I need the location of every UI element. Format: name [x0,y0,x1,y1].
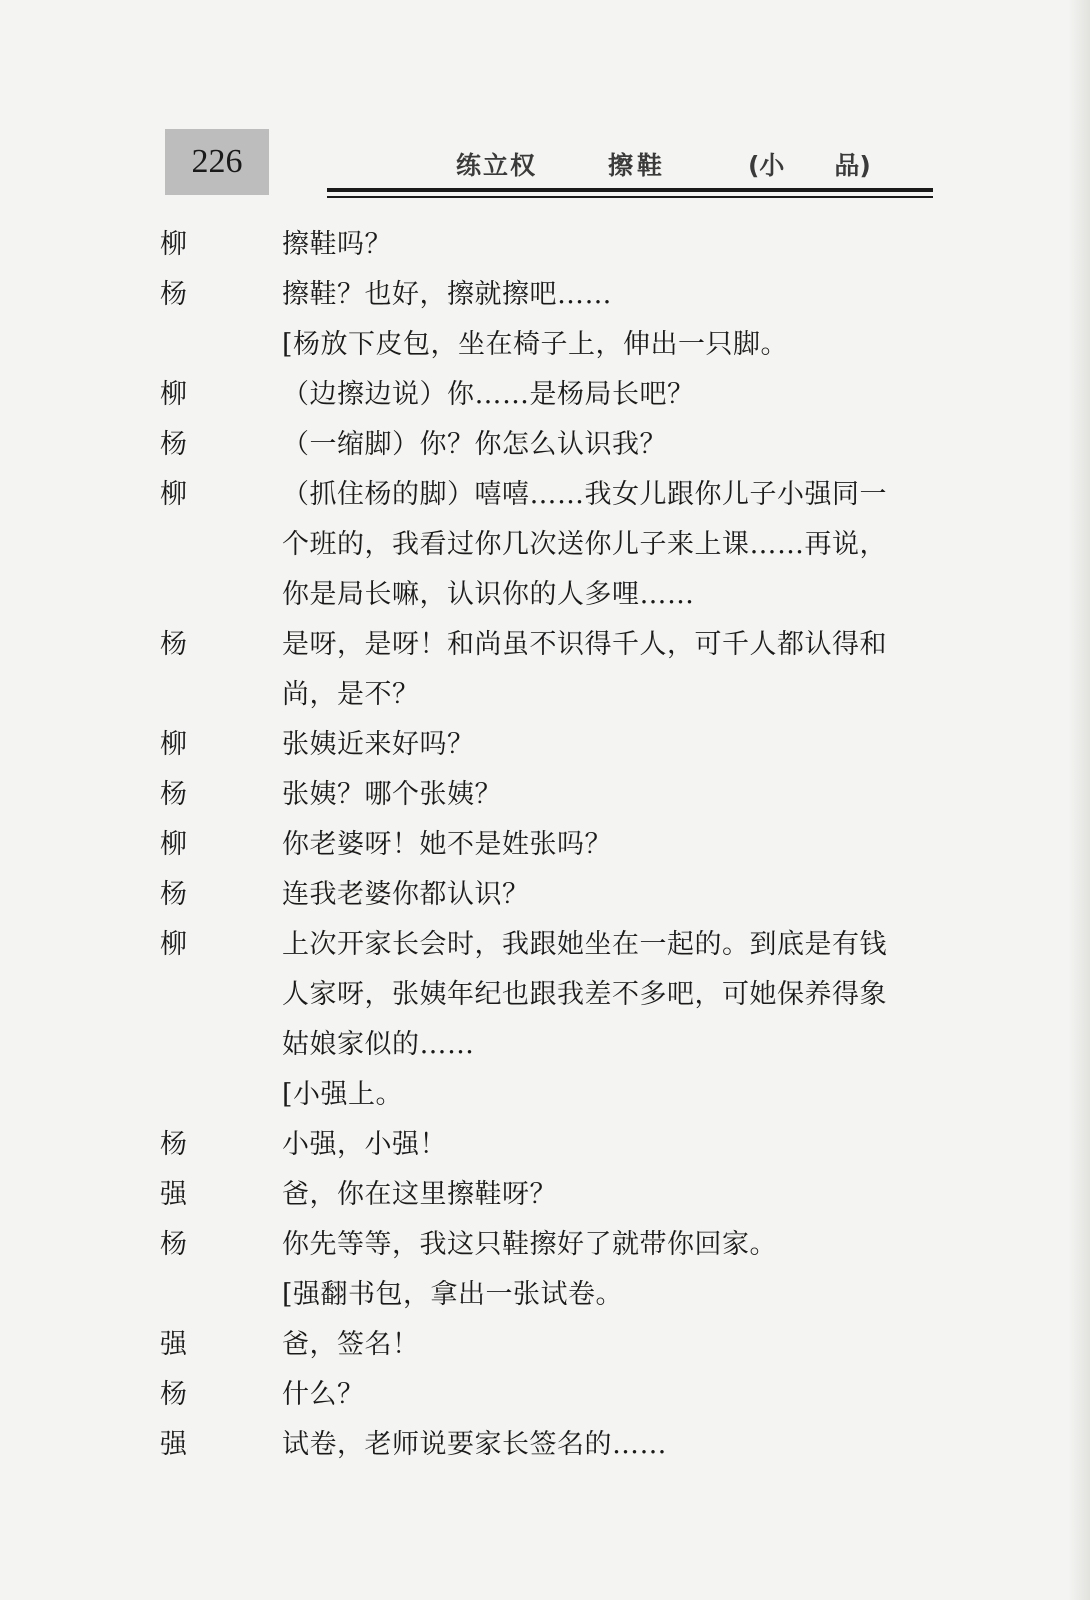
speaker-name: 强 [160,1429,187,1460]
dialogue-text: 什么？ [282,1379,365,1410]
dialogue-text: （一缩脚）你？你怎么认识我？ [282,429,667,460]
script-line [160,320,940,370]
dialogue-text: 连我老婆你都认识？ [282,879,530,910]
header-rule-thin [327,196,933,198]
speaker-name: 杨 [160,779,187,810]
speaker-name: 柳 [160,829,187,860]
page-number: 226 [165,129,269,195]
script-line [160,570,940,620]
page-edge-shadow [1068,0,1090,1600]
script-line [160,220,940,270]
dialogue-text: 上次开家长会时，我跟她坐在一起的。到底是有钱 [282,929,887,960]
dialogue-text: 是呀，是呀！和尚虽不识得千人，可千人都认得和 [282,629,887,660]
script-line [160,720,940,770]
script-line [160,870,940,920]
speaker-name: 柳 [160,379,187,410]
dialogue-text: 个班的，我看过你几次送你儿子来上课……再说， [282,529,887,560]
speaker-name: 柳 [160,229,187,260]
script-line [160,370,940,420]
stage-direction: [强翻书包，拿出一张试卷。 [282,1279,624,1310]
script-line [160,1370,940,1420]
speaker-name: 杨 [160,1129,187,1160]
dialogue-text: 你老婆呀！她不是姓张吗？ [282,829,612,860]
script-line [160,470,940,520]
script-line [160,1120,940,1170]
dialogue-text: 爸，你在这里擦鞋呀？ [282,1179,557,1210]
dialogue-text: 张姨近来好吗？ [282,729,475,760]
script-line [160,920,940,970]
header-title: 擦鞋 [608,151,667,180]
speaker-name: 杨 [160,279,187,310]
dialogue-text: 尚，是不？ [282,679,420,710]
script-line [160,1270,940,1320]
dialogue-text: 张姨？哪个张姨？ [282,779,502,810]
script-line [160,520,940,570]
script-line [160,1070,940,1120]
speaker-name: 柳 [160,729,187,760]
dialogue-text: 人家呀，张姨年纪也跟我差不多吧，可她保养得象 [282,979,887,1010]
speaker-name: 杨 [160,879,187,910]
script-line [160,770,940,820]
speaker-name: 杨 [160,1379,187,1410]
speaker-name: 强 [160,1179,187,1210]
running-header [440,134,920,188]
speaker-name: 强 [160,1329,187,1360]
header-author: 练立权 [456,151,538,180]
script-line [160,820,940,870]
dialogue-text: 姑娘家似的…… [282,1029,475,1060]
dialogue-text: 你是局长嘛，认识你的人多哩…… [282,579,695,610]
dialogue-text: 擦鞋吗？ [282,229,392,260]
dialogue-text: 你先等等，我这只鞋擦好了就带你回家。 [282,1229,777,1260]
script-line [160,1220,940,1270]
script-line [160,1320,940,1370]
script-line [160,670,940,720]
dialogue-text: 小强，小强！ [282,1129,447,1160]
dialogue-text: （边擦边说）你……是杨局长吧？ [282,379,695,410]
speaker-name: 杨 [160,429,187,460]
header-rule-thick [327,188,933,192]
speaker-name: 杨 [160,1229,187,1260]
script-line [160,1020,940,1070]
speaker-name: 杨 [160,629,187,660]
script-line [160,270,940,320]
speaker-name: 柳 [160,929,187,960]
script-line [160,1420,940,1470]
dialogue-text: 爸，签名！ [282,1329,420,1360]
speaker-name: 柳 [160,479,187,510]
stage-direction: [小强上。 [282,1079,404,1110]
script-body [160,220,940,1470]
script-line [160,970,940,1020]
script-line [160,1170,940,1220]
dialogue-text: 擦鞋？也好，擦就擦吧…… [282,279,612,310]
dialogue-text: 试卷，老师说要家长签名的…… [282,1429,667,1460]
script-line [160,420,940,470]
header-genre: (小 品) [748,151,871,180]
stage-direction: [杨放下皮包，坐在椅子上，伸出一只脚。 [282,329,789,360]
script-line [160,620,940,670]
dialogue-text: （抓住杨的脚）嘻嘻……我女儿跟你儿子小强同一 [282,479,887,510]
